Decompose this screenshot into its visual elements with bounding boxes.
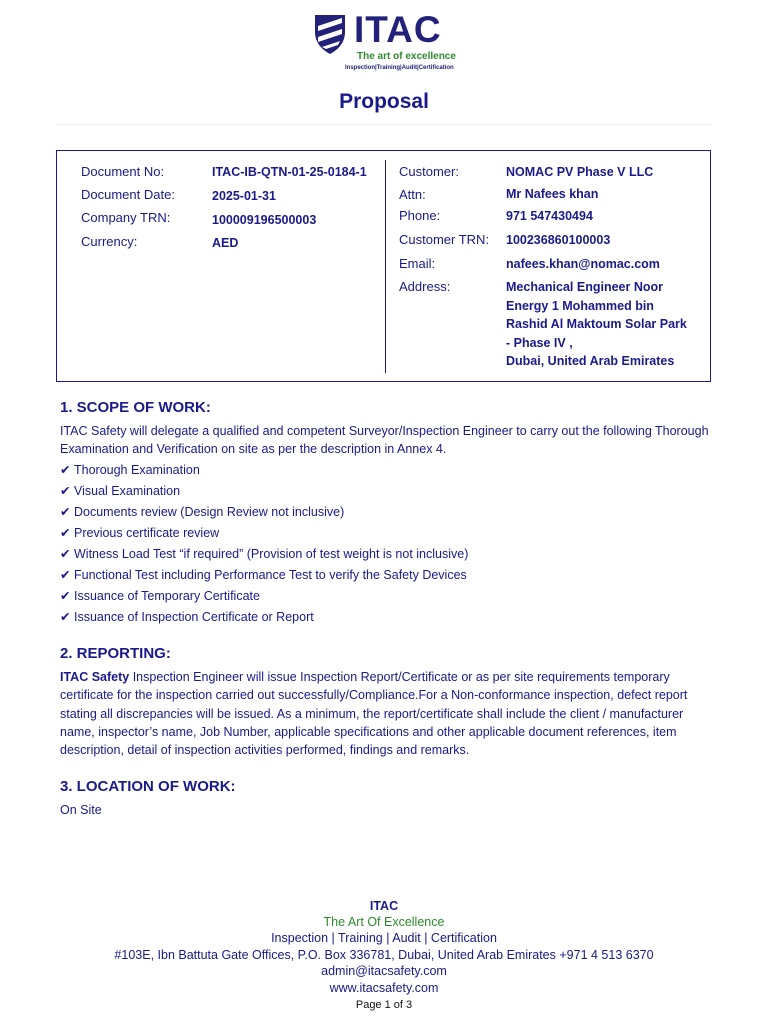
logo-wordmark: ITAC bbox=[354, 9, 442, 50]
address-line: - Phase IV , bbox=[506, 335, 573, 350]
footer-tagline: The Art Of Excellence bbox=[323, 915, 445, 929]
attn-value: Mr Nafees khan bbox=[506, 187, 599, 201]
currency-label: Currency: bbox=[81, 234, 138, 249]
customer-trn-label: Customer TRN: bbox=[399, 232, 490, 247]
email-value: nafees.khan@nomac.com bbox=[506, 257, 660, 271]
checkmark-icon: ✔ bbox=[60, 610, 71, 624]
footer-company: ITAC bbox=[369, 899, 399, 913]
address-line: Mechanical Engineer Noor bbox=[506, 280, 663, 294]
footer-email[interactable]: admin@itacsafety.com bbox=[321, 964, 447, 978]
page-title: Proposal bbox=[339, 90, 429, 113]
checkmark-icon: ✔ bbox=[60, 547, 71, 561]
document-date-value: 2025-01-31 bbox=[212, 189, 276, 203]
shield-logo-icon bbox=[312, 12, 348, 56]
address-value bbox=[506, 278, 696, 371]
list-item: ✔ Issuance of Inspection Certificate or Report bbox=[60, 607, 468, 628]
list-item: ✔ Documents review (Design Review not inclusive) bbox=[60, 502, 468, 523]
logo-tagline: The art of excellence bbox=[357, 51, 456, 62]
location-heading: 3. LOCATION OF WORK: bbox=[60, 778, 236, 795]
company-trn-value: 100009196500003 bbox=[212, 213, 317, 227]
reporting-text bbox=[60, 668, 720, 759]
location-text: On Site bbox=[60, 803, 102, 817]
footer-services: Inspection | Training | Audit | Certification bbox=[271, 931, 497, 945]
title-divider bbox=[56, 124, 712, 125]
footer-address: #103E, Ibn Battuta Gate Offices, P.O. Box 336781, Dubai, United Arab Emirates +971 4 513 6370 bbox=[114, 948, 654, 962]
info-column-divider bbox=[385, 160, 386, 373]
address-label: Address: bbox=[399, 279, 451, 294]
list-item: ✔ Witness Load Test “if required” (Provision of test weight is not inclusive) bbox=[60, 544, 468, 565]
list-item: ✔ Visual Examination bbox=[60, 481, 468, 502]
logo-services: Inspection|Training|Audit|Certification bbox=[345, 65, 454, 71]
scope-heading: 1. SCOPE OF WORK: bbox=[60, 399, 211, 416]
list-item: ✔ Previous certificate review bbox=[60, 523, 468, 544]
checkmark-icon: ✔ bbox=[60, 463, 71, 477]
phone-label: Phone: bbox=[399, 208, 441, 223]
scope-list bbox=[60, 460, 468, 628]
document-no-value: ITAC-IB-QTN-01-25-0184-1 bbox=[212, 165, 367, 179]
checkmark-icon: ✔ bbox=[60, 589, 71, 603]
page-number: Page 1 of 3 bbox=[355, 999, 413, 1011]
attn-label: Attn: bbox=[399, 187, 426, 202]
company-logo bbox=[312, 9, 462, 71]
list-item: ✔ Thorough Examination bbox=[60, 460, 468, 481]
reporting-body: Inspection Engineer will issue Inspection Report/Certificate or as per site requirements temporary certificate for the inspection carried out successfully/Compliance.For a Non-conformance inspection, defect report stating all discrepancies will be issued. As a minimum, the report/certificate shall include the client / manufacturer name, inspector’s name, Job Number, applicable specifications and other applicable document references, item description, detail of inspection activities performed, findings and remarks. bbox=[60, 670, 688, 758]
address-line: Dubai, United Arab Emirates bbox=[506, 354, 675, 368]
email-label: Email: bbox=[399, 256, 436, 271]
customer-value: NOMAC PV Phase V LLC bbox=[506, 165, 654, 179]
footer-website[interactable]: www.itacsafety.com bbox=[329, 981, 439, 995]
customer-trn-value: 100236860100003 bbox=[506, 233, 611, 247]
document-no-label: Document No: bbox=[81, 164, 165, 179]
company-trn-label: Company TRN: bbox=[81, 210, 171, 225]
scope-intro: ITAC Safety will delegate a qualified and competent Surveyor/Inspection Engineer to carry out the following Thorough Examination and Verification on site as per the description in Annex 4. bbox=[60, 424, 709, 457]
reporting-heading: 2. REPORTING: bbox=[60, 645, 171, 662]
list-item: ✔ Functional Test including Performance Test to verify the Safety Devices bbox=[60, 565, 468, 586]
document-info-box bbox=[56, 150, 711, 382]
checkmark-icon: ✔ bbox=[60, 526, 71, 540]
phone-value: 971 547430494 bbox=[506, 209, 593, 223]
document-date-label: Document Date: bbox=[81, 187, 175, 202]
customer-label: Customer: bbox=[399, 164, 459, 179]
reporting-bold-lead: ITAC Safety bbox=[60, 670, 130, 684]
address-line: Energy 1 Mohammed bin bbox=[506, 298, 654, 313]
currency-value: AED bbox=[212, 236, 239, 250]
checkmark-icon: ✔ bbox=[60, 568, 71, 582]
address-line: Rashid Al Maktoum Solar Park bbox=[506, 317, 687, 331]
list-item: ✔ Issuance of Temporary Certificate bbox=[60, 586, 468, 607]
checkmark-icon: ✔ bbox=[60, 484, 71, 498]
checkmark-icon: ✔ bbox=[60, 505, 71, 519]
